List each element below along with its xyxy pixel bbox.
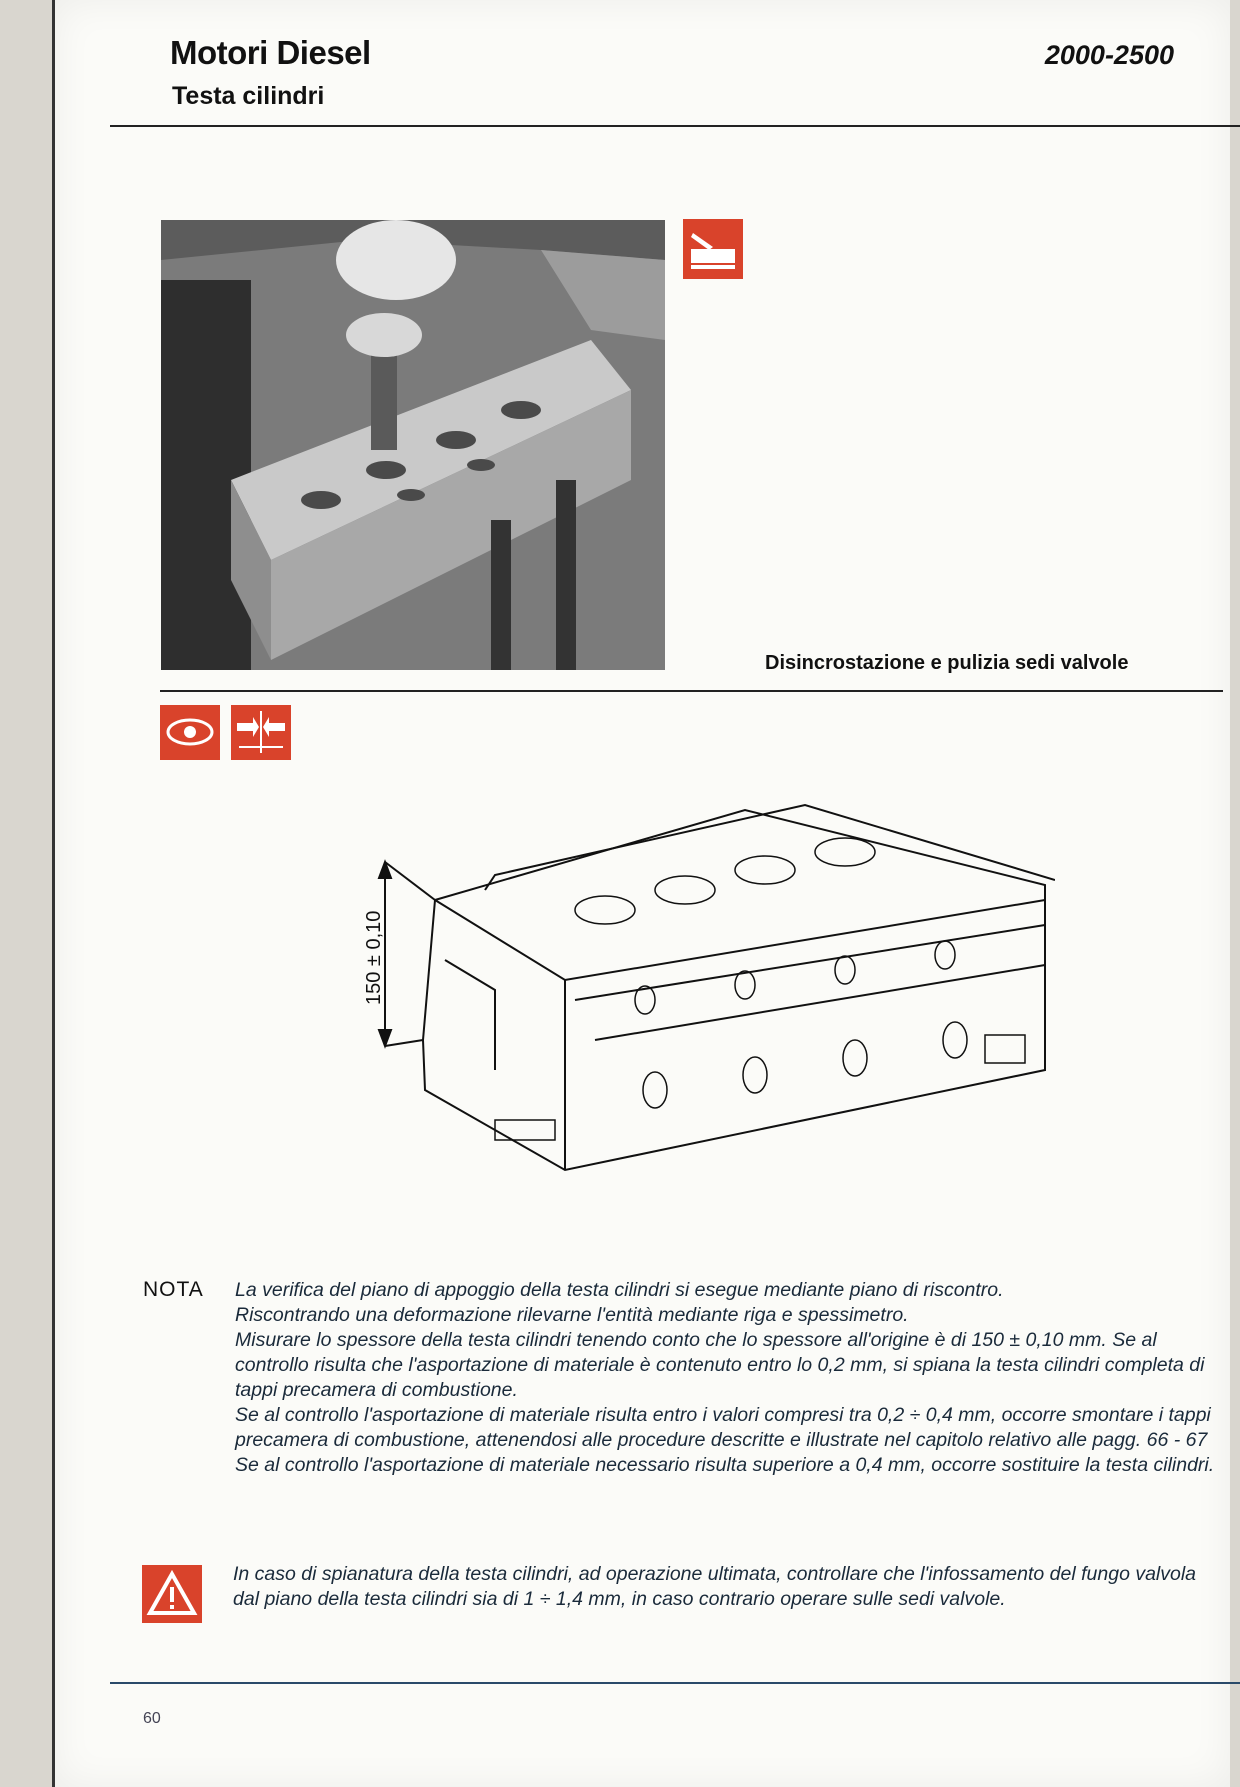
footer-divider bbox=[110, 1682, 1240, 1684]
cylinder-head-drawing bbox=[355, 790, 1055, 1180]
nota-paragraph: Se al controllo l'asportazione di materiale necessario risulta superiore a 0,4 mm, occorre sostituire la testa cilindri. bbox=[235, 1454, 1215, 1476]
nota-paragraph: Se al controllo l'asportazione di materiale risulta entro i valori compresi tra 0,2 ÷ 0,4 mm, occorre smontare i tappi precamera di combustione, attenendosi alle procedure descritte e illustrate nel capitolo relativo alle pagg. 66 - 67 bbox=[235, 1404, 1211, 1451]
model-range: 2000-2500 bbox=[1044, 40, 1174, 70]
nota-paragraph: Riscontrando una deformazione rilevarne l'entità mediante riga e spessimetro. bbox=[235, 1304, 909, 1326]
page-number: 60 bbox=[143, 1710, 161, 1727]
measure-arrows-icon bbox=[231, 705, 291, 760]
photo-caption: Disincrostazione e pulizia sedi valvole bbox=[765, 652, 1129, 674]
header-divider bbox=[110, 125, 1240, 127]
page-title: Motori Diesel bbox=[170, 34, 371, 71]
nota-body bbox=[235, 1278, 1215, 1478]
nota-label: NOTA bbox=[143, 1278, 204, 1301]
dimension-label: 150 ± 0,10 bbox=[363, 910, 385, 1005]
eye-icon bbox=[160, 705, 220, 760]
page-subtitle: Testa cilindri bbox=[172, 82, 325, 110]
manual-page bbox=[52, 0, 1230, 1787]
warning-text: In caso di spianatura della testa cilindri, ad operazione ultimata, controllare che l'infossamento del fungo valvola dal piano della testa cilindri sia di 1 ÷ 1,4 mm, in caso contrario operare sulle sedi valvole. bbox=[233, 1563, 1197, 1610]
section-divider bbox=[160, 690, 1223, 692]
nota-paragraph: Misurare lo spessore della testa cilindri tenendo conto che lo spessore all'origine è di 150 ± 0,10 mm. Se al controllo risulta che l'asportazione di materiale è contenuto entro lo 0,2 mm, si spiana la testa cilindri completa di tappi precamera di combustione. bbox=[235, 1329, 1205, 1401]
cleaning-tool-icon bbox=[683, 219, 743, 279]
nota-paragraph: La verifica del piano di appoggio della testa cilindri si esegue mediante piano di riscontro. bbox=[235, 1279, 1004, 1301]
warning-triangle-icon bbox=[142, 1565, 202, 1623]
valve-seat-photo bbox=[161, 220, 665, 670]
